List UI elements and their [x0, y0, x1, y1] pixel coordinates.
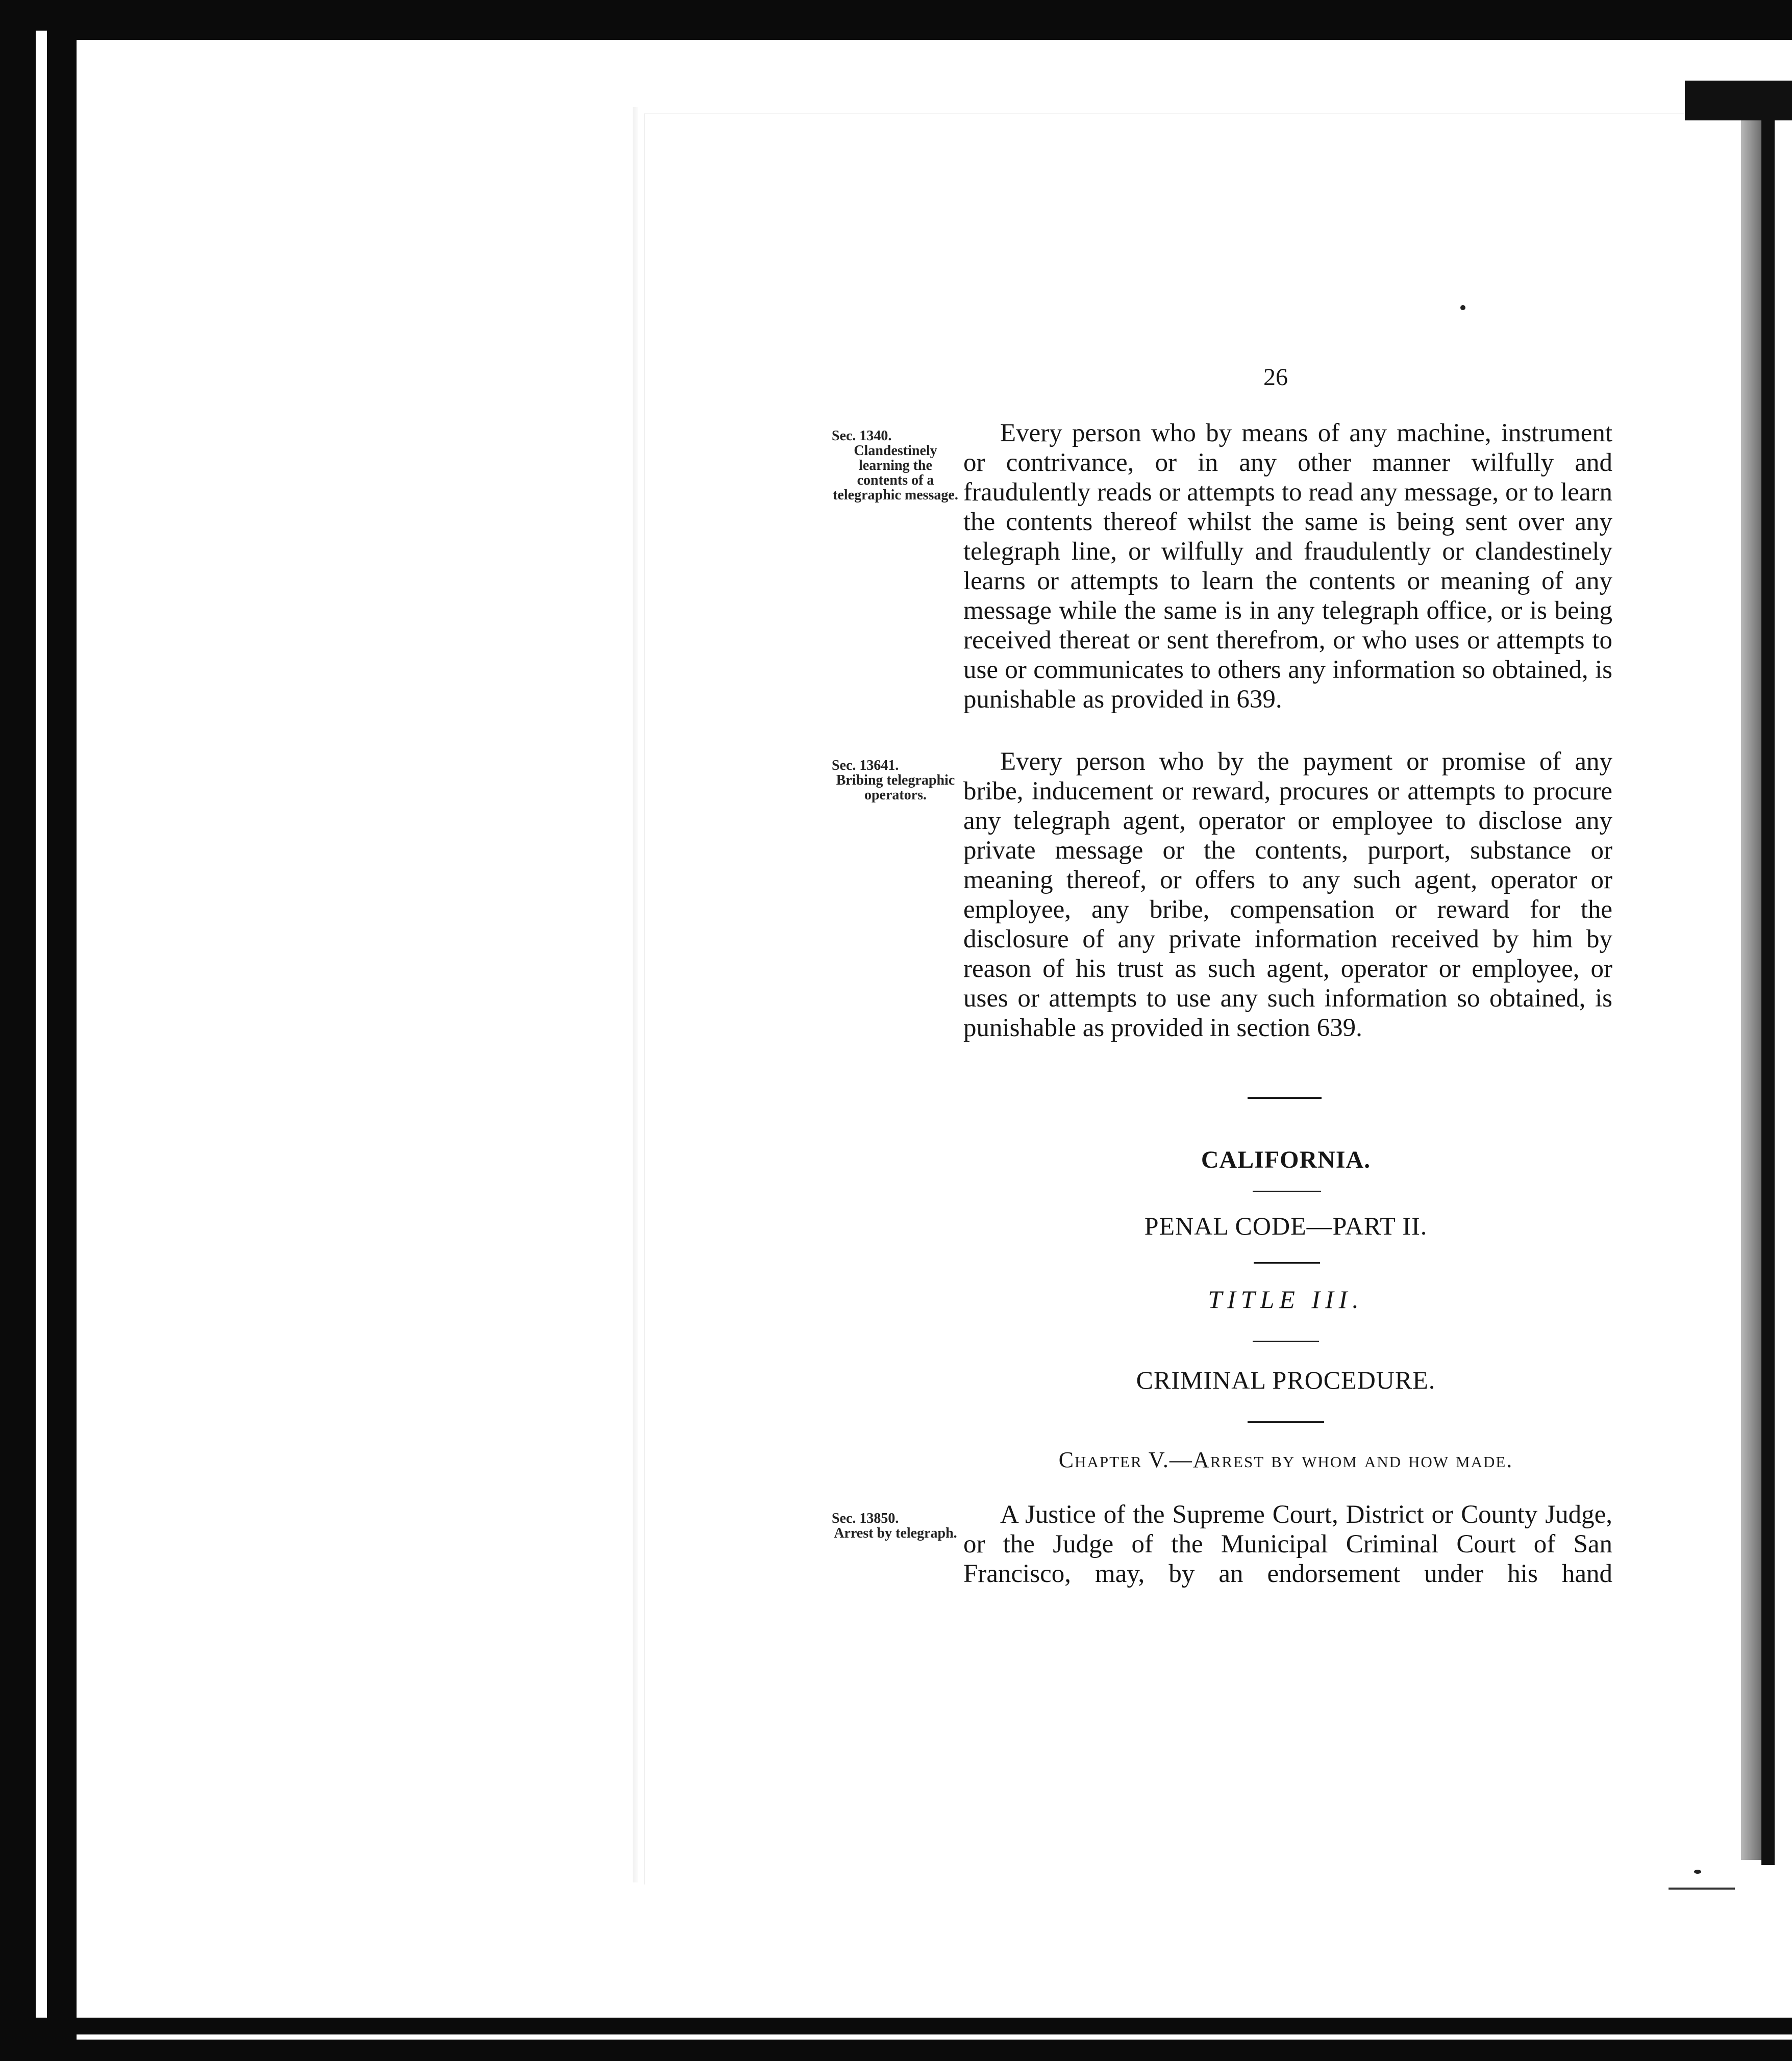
divider-rule [1248, 1097, 1322, 1099]
chapter-heading: Chapter V.—Arrest by whom and how made. [1058, 1447, 1513, 1472]
scan-border-right [1761, 120, 1775, 1865]
margin-section-number: Sec. 1340. [832, 428, 892, 444]
divider-rule [1248, 1421, 1324, 1423]
section-13850-text [963, 1500, 1612, 1589]
section-paragraph: A Justice of the Supreme Court, District or County Judge, or the Judge of the Municipal Criminal Court of San Francisco, may, by an endorsement under his hand [963, 1500, 1612, 1588]
margin-section-number: Sec. 13641. [832, 758, 899, 773]
scan-border-gap [77, 40, 1792, 47]
margin-note-sec-1340 [832, 429, 959, 502]
scan-border-left-inner [36, 31, 47, 2020]
heading-title: TITLE III. [1208, 1285, 1364, 1314]
scan-speck [1694, 1870, 1701, 1874]
scan-border-right-shadow [1741, 120, 1761, 1860]
section-13641-text [963, 747, 1612, 1043]
page-number: 26 [1263, 364, 1288, 391]
margin-section-title: Clandestinely learning the contents of a telegraphic message. [833, 443, 958, 503]
scan-border-top [0, 0, 1792, 46]
margin-section-title: Arrest by telegraph. [834, 1525, 957, 1541]
scan-mark [1669, 1888, 1735, 1890]
section-paragraph: Every person who by means of any machine, instrument or contrivance, or in any other manner wilfully and fraudulently reads or attempts to read any message, or to learn the contents thereof whilst the same is being sent over any telegraph line, or wilfully and fraudulently or clandestinely learns or attempts to learn the contents or meaning of any message while the same is in any telegraph office, or is being received thereat or sent therefrom, or who uses or attempts to use or communicates to others any information so obtained, is punishable as provided in 639. [963, 419, 1612, 714]
page-binding-edge [633, 107, 638, 1882]
divider-rule [1253, 1191, 1321, 1192]
heading-subject: CRIMINAL PROCEDURE. [1136, 1366, 1436, 1394]
section-paragraph: Every person who by the payment or promise of any bribe, inducement or reward, procures or attempts to procure any telegraph agent, operator or employee to disclose any private message or the contents, purport, substance or meaning thereof, or offers to any such agent, operator or employee, any bribe, compensation or reward for the disclosure of any private information received by him by reason of his trust as such agent, operator or employee, or uses or attempts to use any such information so obtained, is punishable as provided in section 639. [963, 747, 1612, 1042]
divider-rule [1254, 1262, 1320, 1264]
scan-speck [1460, 305, 1465, 310]
section-1340-text [963, 418, 1612, 714]
heading-code: PENAL CODE—PART II. [1144, 1212, 1428, 1240]
margin-section-number: Sec. 13850. [832, 1511, 899, 1526]
heading-state: CALIFORNIA. [1201, 1146, 1371, 1173]
scan-border-right-tab [1685, 81, 1792, 120]
divider-rule [1253, 1341, 1319, 1342]
margin-note-sec-13641 [832, 758, 959, 802]
margin-section-title: Bribing telegraphic operators. [836, 772, 955, 803]
margin-note-sec-13850 [832, 1511, 959, 1541]
scan-border-bottom-line [77, 2034, 1792, 2040]
